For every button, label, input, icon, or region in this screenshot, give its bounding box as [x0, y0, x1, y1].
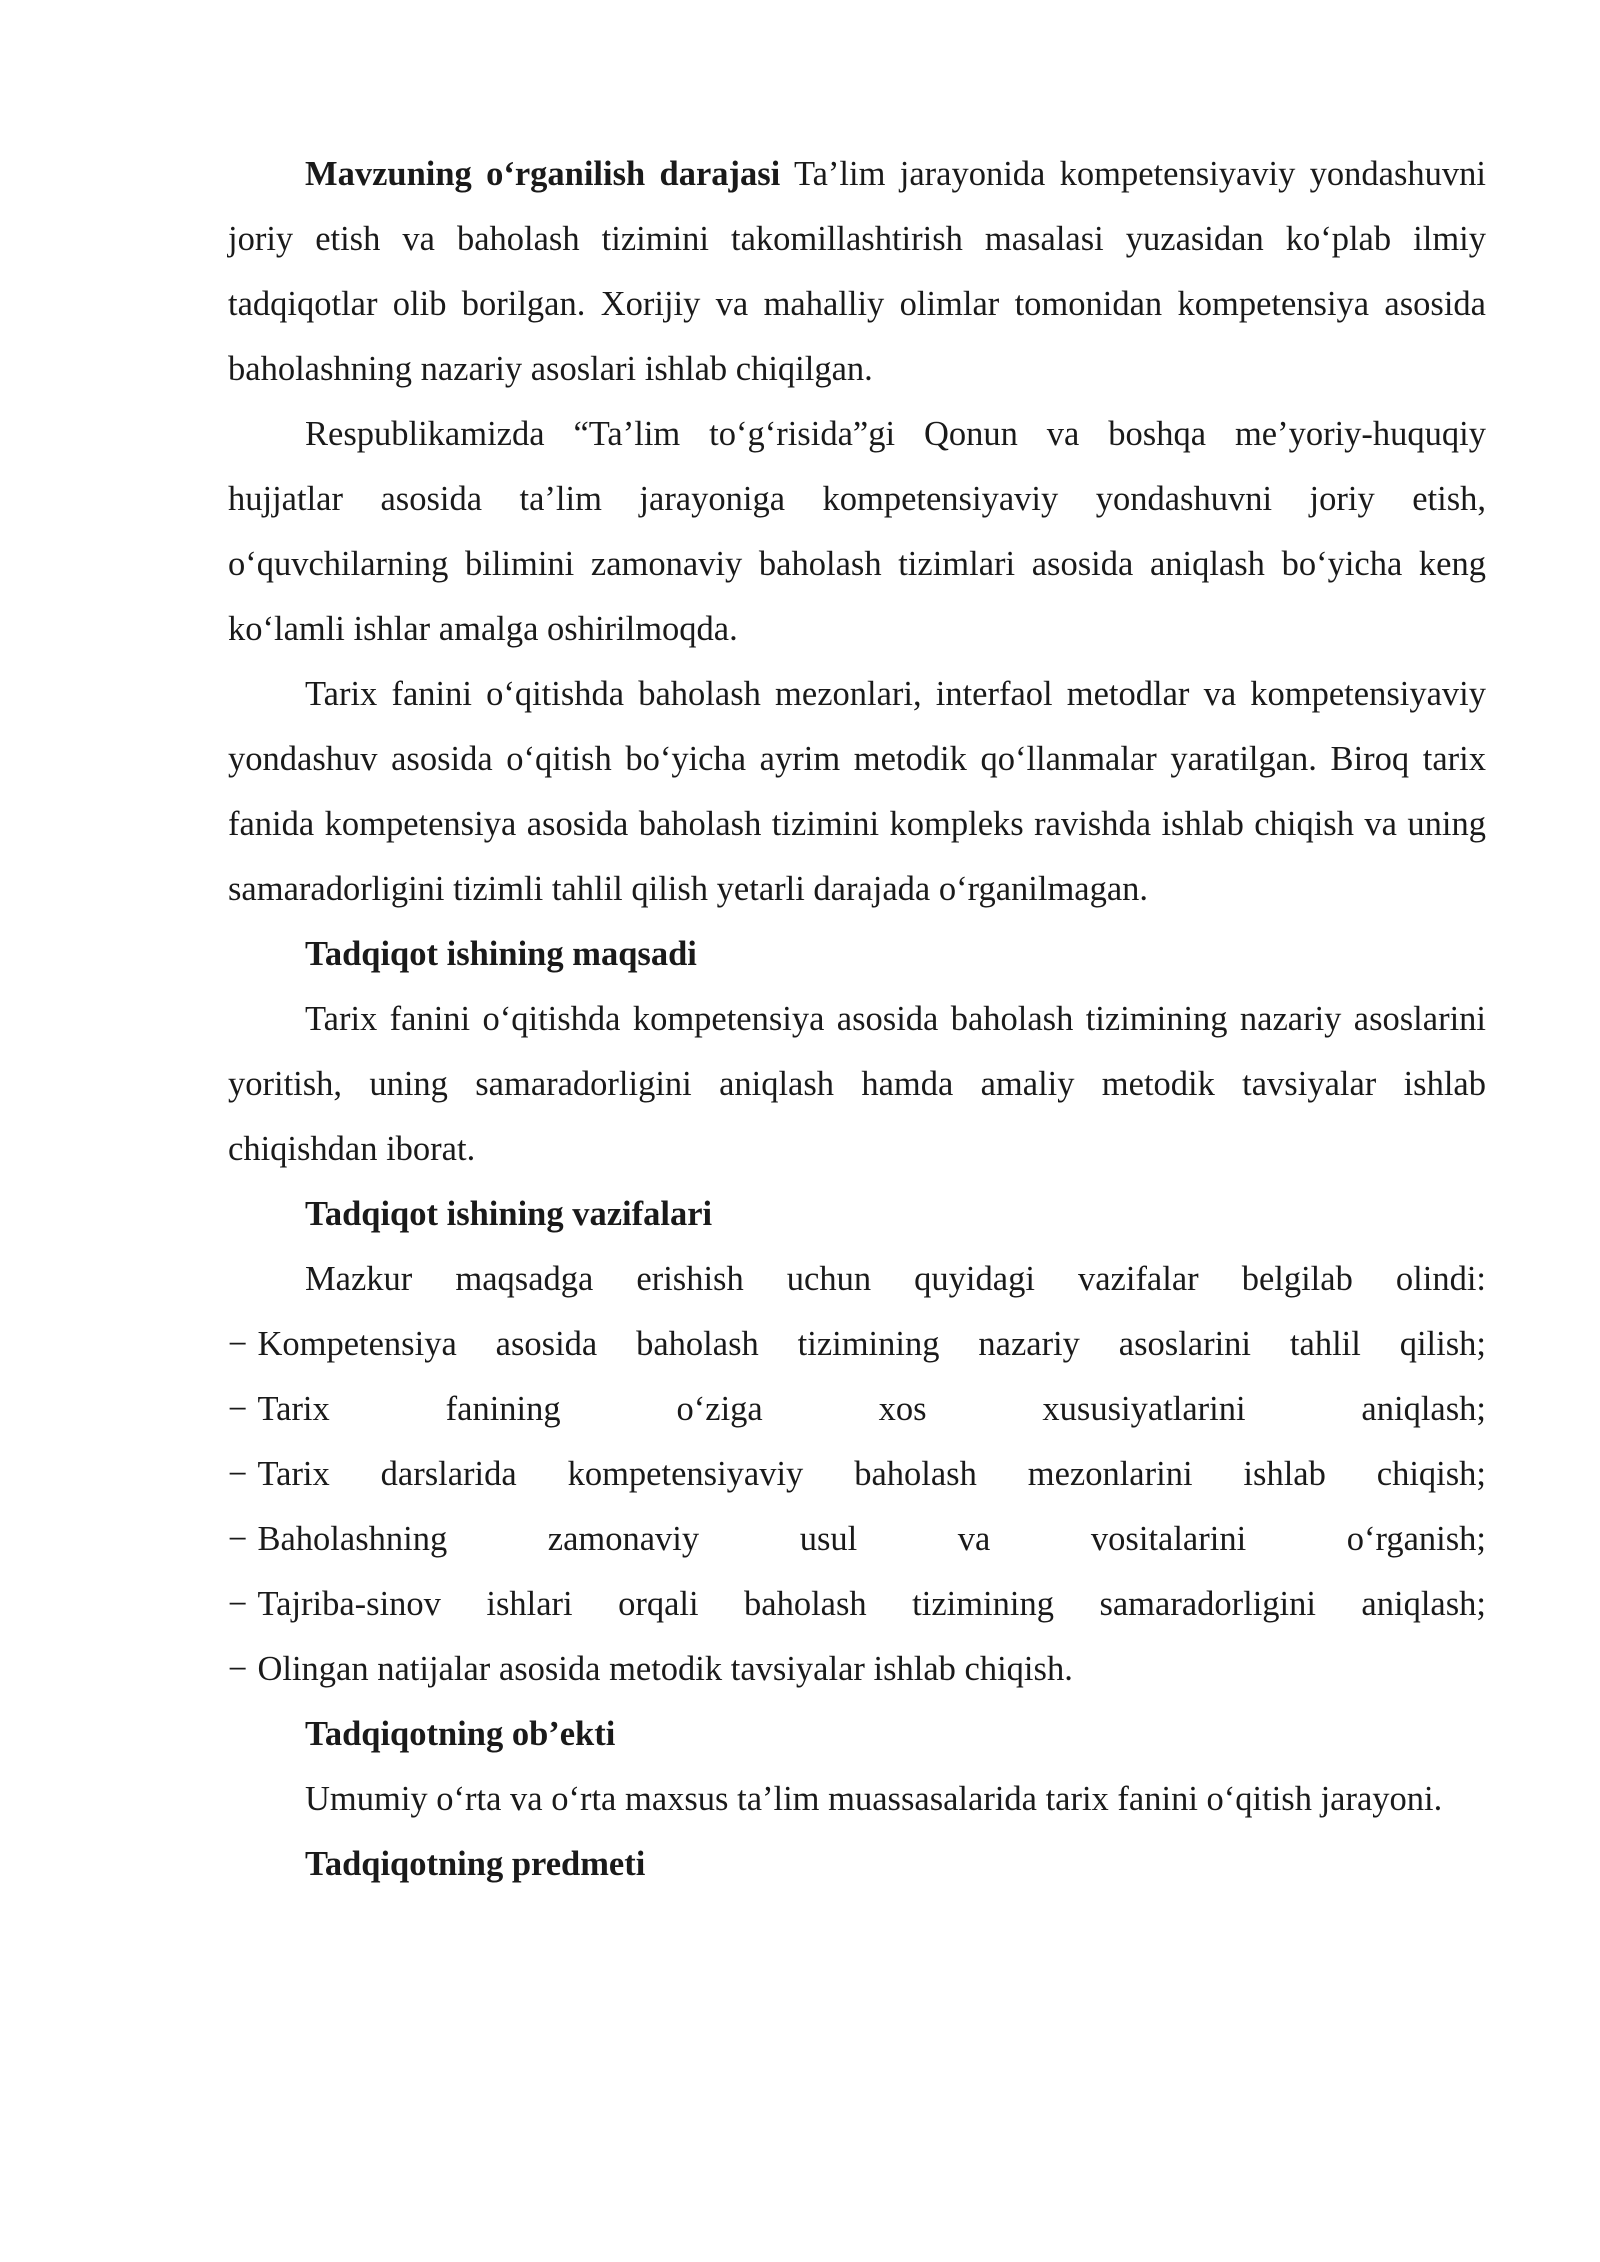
goal-heading: Tadqiqot ishining maqsadi — [305, 935, 697, 973]
document-page — [228, 142, 1486, 1897]
intro-lead-heading: Mavzuning o‘rganilish darajasi — [305, 155, 781, 193]
subject-heading: Tadqiqotning predmeti — [305, 1845, 646, 1883]
list-item — [228, 1377, 1486, 1442]
object-heading: Tadqiqotning ob’ekti — [305, 1715, 616, 1753]
list-item-text: Tarix fanining o‘ziga xos xususiyatlarini aniqlash; — [257, 1390, 1486, 1428]
list-item — [228, 1442, 1486, 1507]
list-item — [228, 1507, 1486, 1572]
list-item — [228, 1312, 1486, 1377]
list-item — [228, 1637, 1486, 1702]
dash-marker: − — [228, 1650, 248, 1688]
list-item-text: Tarix darslarida kompetensiyaviy baholash mezonlarini ishlab chiqish; — [257, 1455, 1486, 1493]
paragraph-3: Tarix fanini o‘qitishda baholash mezonlari, interfaol metodlar va kompetensiyaviy yondashuv asosida o‘qitish bo‘yicha ayrim metodik qo‘llanmalar yaratilgan. Biroq tarix fanida kompetensiya asosida baholash tizimini kompleks ravishda ishlab chiqish va uning samaradorligini tizimli tahlil qilish yetarli darajada o‘rganilmagan. — [228, 675, 1486, 908]
paragraph-2: Respublikamizda “Ta’lim to‘g‘risida”gi Qonun va boshqa me’yoriy-huquqiy hujjatlar asosida ta’lim jarayoniga kompetensiyaviy yondashuvni joriy etish, o‘quvchilarning bilimini zamonaviy baholash tizimlari asosida aniqlash bo‘yicha keng ko‘lamli ishlar amalga oshirilmoqda. — [228, 415, 1486, 648]
tasks-list — [228, 1312, 1486, 1702]
list-item-text: Tajriba-sinov ishlari orqali baholash tizimining samaradorligini aniqlash; — [257, 1585, 1486, 1623]
dash-marker: − — [228, 1520, 248, 1558]
intro-text: Ta’lim jarayonida kompetensiyaviy yondashuvni joriy etish va baholash tizimini takomillashtirish masalasi yuzasidan ko‘plab ilmiy tadqiqotlar olib borilgan. Xorijiy va mahalliy olimlar tomonidan kompetensiya asosida baholashning nazariy asoslari ishlab chiqilgan. — [228, 155, 1486, 388]
intro-paragraph — [228, 142, 1486, 402]
list-item — [228, 1572, 1486, 1637]
list-item-text: Baholashning zamonaviy usul va vositalarini o‘rganish; — [257, 1520, 1486, 1558]
object-text: Umumiy o‘rta va o‘rta maxsus ta’lim muassasalarida tarix fanini o‘qitish jarayoni. — [305, 1780, 1443, 1818]
tasks-intro: Mazkur maqsadga erishish uchun quyidagi vazifalar belgilab olindi: — [305, 1260, 1486, 1298]
goal-text: Tarix fanini o‘qitishda kompetensiya asosida baholash tizimining nazariy asoslarini yoritish, uning samaradorligini aniqlash hamda amaliy metodik tavsiyalar ishlab chiqishdan iborat. — [228, 1000, 1486, 1168]
list-item-text: Kompetensiya asosida baholash tizimining nazariy asoslarini tahlil qilish; — [257, 1325, 1486, 1363]
dash-marker: − — [228, 1325, 248, 1363]
list-item-text: Olingan natijalar asosida metodik tavsiyalar ishlab chiqish. — [257, 1650, 1073, 1688]
dash-marker: − — [228, 1455, 248, 1493]
tasks-heading: Tadqiqot ishining vazifalari — [305, 1195, 713, 1233]
dash-marker: − — [228, 1390, 248, 1428]
dash-marker: − — [228, 1585, 248, 1623]
